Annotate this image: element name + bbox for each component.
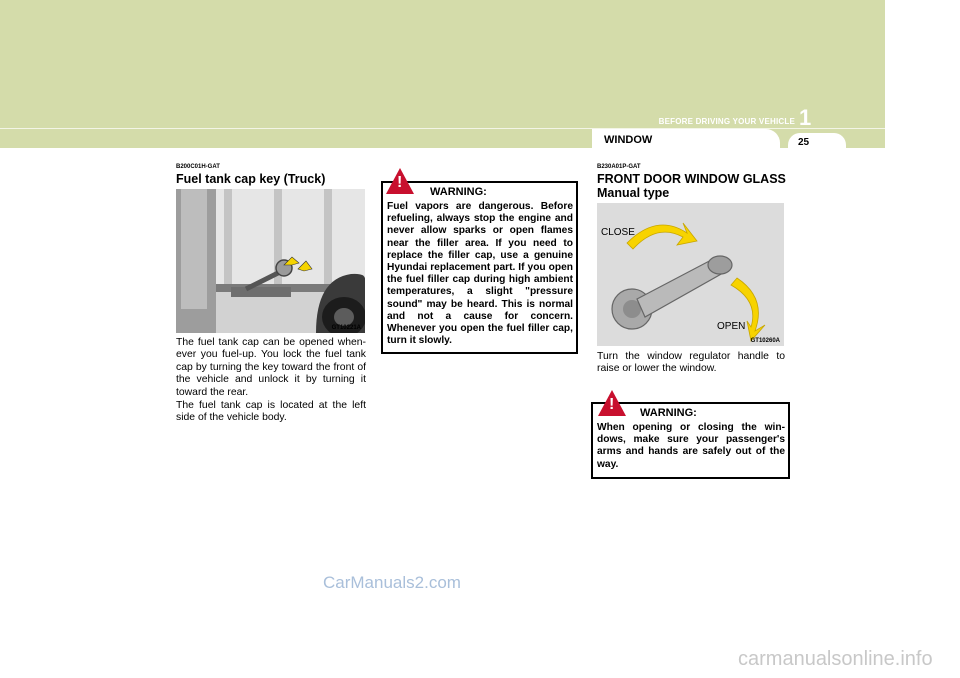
section-heading-right: FRONT DOOR WINDOW GLASS xyxy=(597,172,786,186)
body-paragraph-right: Turn the window regulator handle to raise or lower the window. xyxy=(597,351,785,375)
section-tab-label: WINDOW xyxy=(604,134,653,146)
open-label: OPEN xyxy=(717,321,746,332)
warning-icon xyxy=(386,168,414,194)
section-code-right: B230A01P-GAT xyxy=(597,164,641,170)
image-label-right: GT10260A xyxy=(750,338,780,344)
watermark-footer: carmanualsonline.info xyxy=(738,648,933,670)
image-label: GT10221A xyxy=(331,325,361,331)
section-subheading-right: Manual type xyxy=(597,186,670,200)
section-code: B200C01H-GAT xyxy=(176,164,220,170)
body-paragraph-2: The fuel tank cap is located at the left side of the vehicle body. xyxy=(176,400,366,424)
warning-icon-symbol: ! xyxy=(397,174,403,191)
header-band-margin xyxy=(885,0,960,148)
warning-title-right: WARNING: xyxy=(640,407,697,419)
section-tab xyxy=(592,129,780,152)
warning-text: Fuel vapors are dangerous. Before refueling, always stop the engine and never allow sparks or open flames near the filler area. If you need to replace the filler cap, use a genuine Hyundai replacement part. If you open the fuel filler cap during high ambient temperatures, a slight "pressure sound" may be heard. This is normal and not a cause for concern. Whenever you open the fuel filler cap, turn it slowly. xyxy=(387,201,573,347)
page-number: 25 xyxy=(798,137,810,148)
fuel-warning-box xyxy=(381,181,578,354)
chapter-title: BEFORE DRIVING YOUR VEHICLE xyxy=(658,117,795,126)
fuel-cap-photo xyxy=(176,189,365,333)
page-number-tab xyxy=(788,133,846,152)
fuel-cap-illustration xyxy=(176,189,365,333)
chapter-number: 1 xyxy=(799,105,812,130)
warning-icon-right xyxy=(598,390,626,416)
warning-icon-symbol-right: ! xyxy=(609,396,615,413)
watermark-link[interactable]: CarManuals2.com xyxy=(323,573,461,592)
close-label: CLOSE xyxy=(601,227,635,238)
window-handle-illustration xyxy=(597,203,784,346)
body-paragraph: The fuel tank cap can be opened when-ever you fuel-up. You lock the fuel tank cap by turning the key toward the front of the vehicle and unlock it by turning it toward the rear. xyxy=(176,337,366,398)
window-handle-image xyxy=(597,203,784,346)
warning-title: WARNING: xyxy=(430,186,487,198)
warning-text-right: When opening or closing the win-dows, make sure your passenger's arms and hands are safely out of the way. xyxy=(597,422,785,470)
header-band xyxy=(0,0,960,148)
section-heading: Fuel tank cap key (Truck) xyxy=(176,172,326,186)
